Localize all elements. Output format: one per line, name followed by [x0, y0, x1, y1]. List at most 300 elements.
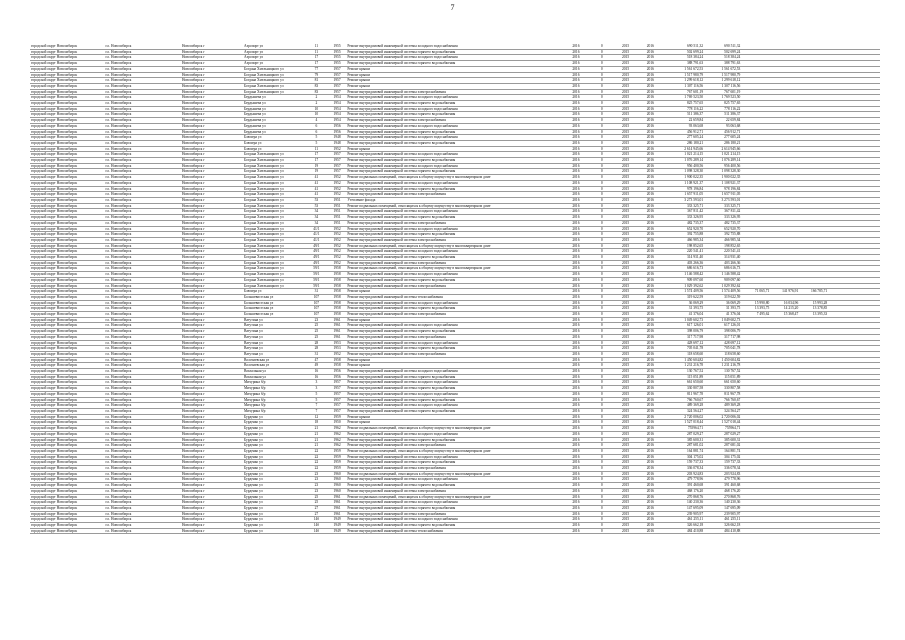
end-year-cell: 2016 [638, 112, 663, 118]
settlement-cell: г.о. Новосибирск [104, 226, 181, 232]
end-year-cell: 2016 [638, 528, 663, 534]
street-cell: Большевистская ул [243, 306, 305, 312]
work-type-cell: Ремонт крыши [346, 72, 561, 78]
house-number-cell: 21 [305, 443, 328, 449]
end-year-cell: 2016 [638, 340, 663, 346]
fund-cost-cell: 1 527 018,44 [704, 420, 741, 426]
work-type-cell: Ремонт подвальных помещений, относящихся к общему имуществу в многоквартирном доме [346, 266, 561, 272]
plan-year-cell: 2016 [561, 255, 590, 261]
municipality-cell: городской округ Новосибирск [30, 78, 104, 84]
work-type-cell: Ремонт внутридомовой инженерной системы холодного водоснабжения [346, 454, 561, 460]
work-type-cell: Ремонт внутридомовой инженерной системы электроснабжения [346, 334, 561, 340]
settlement-cell: г.о. Новосибирск [104, 505, 181, 511]
total-cost-cell: 661 650,60 [663, 380, 704, 386]
street-cell: Богдана Хмельницкого ул [243, 260, 305, 266]
work-type-cell: Ремонт внутридомовой инженерной системы горячего водоснабжения [346, 277, 561, 283]
house-number-cell: 21 [305, 431, 328, 437]
total-cost-cell: 3 273 593,01 [663, 197, 704, 203]
street-cell: Блюхера ул [243, 146, 305, 152]
street-cell: Ватутина ул [243, 329, 305, 335]
work-type-cell: Ремонт внутридомовой инженерной системы электроснабжения [346, 118, 561, 124]
zero-cell: 0 [590, 266, 613, 272]
city-cell: Новосибирск г [181, 135, 243, 141]
work-type-cell: Ремонт внутридомовой инженерной системы холодного водоснабжения [346, 431, 561, 437]
work-type-cell: Ремонт внутридомовой инженерной системы горячего водоснабжения [346, 112, 561, 118]
municipality-cell: городской округ Новосибирск [30, 95, 104, 101]
zero-cell: 0 [590, 118, 613, 124]
municipality-cell: городской округ Новосибирск [30, 283, 104, 289]
build-year-cell: 1949 [328, 523, 347, 529]
plan-year-cell: 2016 [561, 215, 590, 221]
zero-cell: 0 [590, 346, 613, 352]
plan-year-cell: 2016 [561, 397, 590, 403]
start-year-cell: 2015 [613, 466, 638, 472]
house-number-cell: 3 [305, 380, 328, 386]
work-type-cell: Ремонт внутридомовой инженерной системы электроснабжения [346, 351, 561, 357]
fund-cost-cell: 1 769 523,50 [704, 95, 741, 101]
plan-year-cell: 2016 [561, 78, 590, 84]
municipality-cell: городской округ Новосибирск [30, 249, 104, 255]
municipality-cell: городской округ Новосибирск [30, 272, 104, 278]
build-year-cell: 1962 [328, 426, 347, 432]
end-year-cell: 2016 [638, 129, 663, 135]
total-cost-cell: 319 622,59 [663, 294, 704, 300]
zero-cell: 0 [590, 209, 613, 215]
work-type-cell: Ремонт подвальных помещений, относящихся к общему имуществу в многоквартирном доме [346, 448, 561, 454]
fund-cost-cell: 130 767,52 [704, 369, 741, 375]
house-number-cell: 22 [305, 466, 328, 472]
start-year-cell: 2015 [613, 78, 638, 84]
start-year-cell: 2015 [613, 369, 638, 375]
house-number-cell: 19 [305, 163, 328, 169]
zero-cell: 0 [590, 397, 613, 403]
zero-cell: 0 [590, 437, 613, 443]
start-year-cell: 2015 [613, 477, 638, 483]
settlement-cell: г.о. Новосибирск [104, 83, 181, 89]
plan-year-cell: 2016 [561, 163, 590, 169]
city-cell: Новосибирск г [181, 101, 243, 107]
settlement-cell: г.о. Новосибирск [104, 380, 181, 386]
plan-year-cell: 2016 [561, 101, 590, 107]
start-year-cell: 2015 [613, 192, 638, 198]
end-year-cell: 2016 [638, 357, 663, 363]
start-year-cell: 2015 [613, 237, 638, 243]
total-cost-cell: 41 376,04 [663, 312, 704, 318]
settlement-cell: г.о. Новосибирск [104, 340, 181, 346]
end-year-cell: 2016 [638, 346, 663, 352]
fund-cost-cell: 909 097,60 [704, 277, 741, 283]
house-number-cell: 49/1 [305, 255, 328, 261]
fund-cost-cell: 398 006,79 [704, 329, 741, 335]
settlement-cell: г.о. Новосибирск [104, 266, 181, 272]
extra-cost-c-cell: 166 785,71 [799, 289, 828, 295]
zero-cell: 0 [590, 220, 613, 226]
zero-cell: 0 [590, 83, 613, 89]
build-year-cell: 1957 [328, 391, 347, 397]
build-year-cell: 1958 [328, 312, 347, 318]
house-number-cell: 14б [305, 517, 328, 523]
build-year-cell: 1951 [328, 209, 347, 215]
zero-cell: 0 [590, 323, 613, 329]
city-cell: Новосибирск г [181, 95, 243, 101]
street-cell: Мичурина б/р [243, 391, 305, 397]
total-cost-cell: 118 658,60 [663, 351, 704, 357]
city-cell: Новосибирск г [181, 397, 243, 403]
total-cost-cell: 1 231 216,78 [663, 363, 704, 369]
work-type-cell: Ремонт внутридомовой инженерной системы горячего водоснабжения [346, 306, 561, 312]
total-cost-cell: 277 605,24 [663, 135, 704, 141]
municipality-cell: городской округ Новосибирск [30, 483, 104, 489]
extra-cost-e-cell [857, 528, 880, 534]
settlement-cell: г.о. Новосибирск [104, 357, 181, 363]
extra-cost-d-cell [828, 528, 857, 534]
end-year-cell: 2016 [638, 317, 663, 323]
build-year-cell: 1961 [328, 500, 347, 506]
plan-year-cell: 2016 [561, 500, 590, 506]
fund-cost-cell: 1 561 672,53 [704, 66, 741, 72]
plan-year-cell: 2016 [561, 266, 590, 272]
end-year-cell: 2016 [638, 448, 663, 454]
build-year-cell: 1956 [328, 374, 347, 380]
work-type-cell: Ремонт крыши [346, 83, 561, 89]
house-number-cell: 12 [305, 414, 328, 420]
end-year-cell: 2016 [638, 118, 663, 124]
build-year-cell: 1959 [328, 466, 347, 472]
fund-cost-cell: 1 231 216,78 [704, 363, 741, 369]
zero-cell: 0 [590, 260, 613, 266]
end-year-cell: 2016 [638, 369, 663, 375]
street-cell: Богдана Хмельницкого ул [243, 186, 305, 192]
fund-cost-cell: 705 041,78 [704, 346, 741, 352]
street-cell: Богдана Хмельницкого ул [243, 72, 305, 78]
street-cell: Богдана Хмельницкого ул [243, 197, 305, 203]
total-cost-cell: 326 662,18 [663, 523, 704, 529]
start-year-cell: 2015 [613, 300, 638, 306]
street-cell: Бурденко ул [243, 471, 305, 477]
total-cost-cell: 755964,71 [663, 426, 704, 432]
settlement-cell: г.о. Новосибирск [104, 209, 181, 215]
total-cost-cell: 287 681,02 [663, 443, 704, 449]
start-year-cell: 2015 [613, 409, 638, 415]
build-year-cell: 1959 [328, 414, 347, 420]
city-cell: Новосибирск г [181, 391, 243, 397]
end-year-cell: 2016 [638, 83, 663, 89]
fund-cost-cell: 652 920,70 [704, 226, 741, 232]
fund-cost-cell: 466 985,34 [704, 237, 741, 243]
municipality-cell: городской округ Новосибирск [30, 44, 104, 49]
fund-cost-cell: 778 116,22 [704, 106, 741, 112]
start-year-cell: 2015 [613, 175, 638, 181]
total-cost-cell: 1 527 018,44 [663, 420, 704, 426]
extra-cost-a-cell: 7 495,62 [741, 312, 770, 318]
start-year-cell: 2015 [613, 277, 638, 283]
city-cell: Новосибирск г [181, 49, 243, 55]
city-cell: Новосибирск г [181, 55, 243, 61]
build-year-cell: 1952 [328, 260, 347, 266]
total-cost-cell: 1 900 022,35 [663, 175, 704, 181]
end-year-cell: 2016 [638, 123, 663, 129]
house-number-cell: 6 [305, 129, 328, 135]
start-year-cell: 2015 [613, 203, 638, 209]
settlement-cell: г.о. Новосибирск [104, 169, 181, 175]
end-year-cell: 2016 [638, 454, 663, 460]
zero-cell: 0 [590, 197, 613, 203]
zero-cell: 0 [590, 192, 613, 198]
total-cost-cell: 1 657 911,05 [663, 192, 704, 198]
total-cost-cell: 317 717,98 [663, 334, 704, 340]
build-year-cell: 1955 [328, 44, 347, 49]
municipality-cell: городской округ Новосибирск [30, 437, 104, 443]
total-cost-cell: 825 757,65 [663, 101, 704, 107]
city-cell: Новосибирск г [181, 146, 243, 152]
settlement-cell: г.о. Новосибирск [104, 369, 181, 375]
municipality-cell: городской округ Новосибирск [30, 215, 104, 221]
house-number-cell: 41 [305, 192, 328, 198]
municipality-cell: городской округ Новосибирск [30, 494, 104, 500]
start-year-cell: 2015 [613, 334, 638, 340]
zero-cell: 0 [590, 146, 613, 152]
work-type-cell: Ремонт внутридомовой инженерной системы горячего водоснабжения [346, 232, 561, 238]
plan-year-cell: 2016 [561, 426, 590, 432]
start-year-cell: 2015 [613, 209, 638, 215]
build-year-cell: 1961 [328, 323, 347, 329]
plan-year-cell: 2016 [561, 61, 590, 67]
build-year-cell: 1953 [328, 346, 347, 352]
end-year-cell: 2016 [638, 426, 663, 432]
street-cell: Бурденко ул [243, 443, 305, 449]
start-year-cell: 2015 [613, 374, 638, 380]
work-type-cell: Ремонт внутридомовой инженерной системы горячего водоснабжения [346, 386, 561, 392]
build-year-cell: 1957 [328, 78, 347, 84]
start-year-cell: 2015 [613, 460, 638, 466]
settlement-cell: г.о. Новосибирск [104, 448, 181, 454]
street-cell: Мичурина б/р [243, 409, 305, 415]
municipality-cell: городской округ Новосибирск [30, 129, 104, 135]
settlement-cell: г.о. Новосибирск [104, 158, 181, 164]
end-year-cell: 2016 [638, 72, 663, 78]
end-year-cell: 2016 [638, 306, 663, 312]
total-cost-cell: 489 369,28 [663, 403, 704, 409]
total-cost-cell: 385 600,31 [663, 437, 704, 443]
fund-cost-cell: 319 622,59 [704, 294, 741, 300]
zero-cell: 0 [590, 454, 613, 460]
house-number-cell: 59/1 [305, 277, 328, 283]
house-number-cell: 5 [305, 397, 328, 403]
zero-cell: 0 [590, 511, 613, 517]
plan-year-cell: 2016 [561, 471, 590, 477]
house-number-cell: 22 [305, 448, 328, 454]
street-cell: Мичурина б/р [243, 397, 305, 403]
street-cell: Богдана Хмельницкого ул [243, 266, 305, 272]
build-year-cell: 1952 [328, 237, 347, 243]
street-cell: Большевистская ул [243, 300, 305, 306]
extra-cost-c-cell: 13 378,85 [799, 306, 828, 312]
fund-cost-cell: 277 605,24 [704, 135, 741, 141]
work-type-cell: Ремонт внутридомовой инженерной системы электроснабжения [346, 260, 561, 266]
total-cost-cell: 978 196,84 [663, 186, 704, 192]
total-cost-cell: 811 967,78 [663, 391, 704, 397]
zero-cell: 0 [590, 374, 613, 380]
settlement-cell: г.о. Новосибирск [104, 72, 181, 78]
plan-year-cell: 2016 [561, 283, 590, 289]
municipality-cell: городской округ Новосибирск [30, 112, 104, 118]
fund-cost-cell: 115 051,89 [704, 374, 741, 380]
build-year-cell: 1956 [328, 369, 347, 375]
end-year-cell: 2016 [638, 152, 663, 158]
work-type-cell: Ремонт внутридомовой инженерной системы теплоснабжения [346, 528, 561, 534]
settlement-cell: г.о. Новосибирск [104, 49, 181, 55]
fund-cost-cell: 428 697,12 [704, 340, 741, 346]
start-year-cell: 2015 [613, 329, 638, 335]
city-cell: Новосибирск г [181, 369, 243, 375]
house-number-cell: 16 [305, 369, 328, 375]
street-cell: Ватутина ул [243, 351, 305, 357]
municipality-cell: городской округ Новосибирск [30, 517, 104, 523]
street-cell: Мичурина б/р [243, 403, 305, 409]
start-year-cell: 2015 [613, 403, 638, 409]
plan-year-cell: 2016 [561, 391, 590, 397]
city-cell: Новосибирск г [181, 523, 243, 529]
city-cell: Новосибирск г [181, 129, 243, 135]
street-cell: Богдана Хмельницкого ул [243, 175, 305, 181]
work-type-cell: Ремонт внутридомовой инженерной системы холодного водоснабжения [346, 123, 561, 129]
plan-year-cell: 2016 [561, 386, 590, 392]
municipality-cell: городской округ Новосибирск [30, 351, 104, 357]
end-year-cell: 2016 [638, 431, 663, 437]
fund-cost-cell: 1 076 289,14 [704, 158, 741, 164]
city-cell: Новосибирск г [181, 44, 243, 49]
settlement-cell: г.о. Новосибирск [104, 66, 181, 72]
plan-year-cell: 2016 [561, 72, 590, 78]
settlement-cell: г.о. Новосибирск [104, 374, 181, 380]
build-year-cell: 1961 [328, 317, 347, 323]
municipality-cell: городской округ Новосибирск [30, 511, 104, 517]
street-cell: Бердышева ул [243, 129, 305, 135]
settlement-cell: г.о. Новосибирск [104, 431, 181, 437]
fund-cost-cell: 456 912,71 [704, 129, 741, 135]
street-cell: Вокзальная ул [243, 374, 305, 380]
end-year-cell: 2016 [638, 49, 663, 55]
fund-cost-cell: 385 600,31 [704, 437, 741, 443]
zero-cell: 0 [590, 180, 613, 186]
end-year-cell: 2016 [638, 460, 663, 466]
plan-year-cell: 2016 [561, 118, 590, 124]
build-year-cell: 1958 [328, 306, 347, 312]
start-year-cell: 2015 [613, 488, 638, 494]
build-year-cell: 1958 [328, 363, 347, 369]
end-year-cell: 2016 [638, 226, 663, 232]
work-type-cell: Ремонт внутридомовой инженерной системы холодного водоснабжения [346, 209, 561, 215]
house-number-cell: 49/1 [305, 260, 328, 266]
start-year-cell: 2015 [613, 72, 638, 78]
plan-year-cell: 2016 [561, 140, 590, 146]
plan-year-cell: 2016 [561, 306, 590, 312]
municipality-cell: городской округ Новосибирск [30, 523, 104, 529]
start-year-cell: 2015 [613, 431, 638, 437]
street-cell: Богдана Хмельницкого ул [243, 255, 305, 261]
municipality-cell: городской округ Новосибирск [30, 255, 104, 261]
zero-cell: 0 [590, 232, 613, 238]
build-year-cell: 1949 [328, 517, 347, 523]
zero-cell: 0 [590, 477, 613, 483]
zero-cell: 0 [590, 283, 613, 289]
start-year-cell: 2015 [613, 391, 638, 397]
total-cost-cell: 1 307 116,56 [663, 83, 704, 89]
plan-year-cell: 2016 [561, 334, 590, 340]
city-cell: Новосибирск г [181, 386, 243, 392]
total-cost-cell: 1 108 921,37 [663, 180, 704, 186]
start-year-cell: 2015 [613, 123, 638, 129]
fund-cost-cell: 755964,71 [704, 426, 741, 432]
street-cell: Волочаевская ул [243, 363, 305, 369]
street-cell: Бурденко ул [243, 483, 305, 489]
city-cell: Новосибирск г [181, 294, 243, 300]
total-cost-cell: 1 574 409,56 [663, 289, 704, 295]
plan-year-cell: 2016 [561, 317, 590, 323]
total-cost-cell: 198 852,65 [663, 243, 704, 249]
city-cell: Новосибирск г [181, 380, 243, 386]
plan-year-cell: 2016 [561, 226, 590, 232]
settlement-cell: г.о. Новосибирск [104, 391, 181, 397]
fund-cost-cell: 518 384,24 [704, 55, 741, 61]
end-year-cell: 2016 [638, 163, 663, 169]
build-year-cell: 1955 [328, 49, 347, 55]
city-cell: Новосибирск г [181, 123, 243, 129]
work-type-cell: Ремонт внутридомовой инженерной системы электроснабжения [346, 283, 561, 289]
city-cell: Новосибирск г [181, 437, 243, 443]
municipality-cell: городской округ Новосибирск [30, 369, 104, 375]
municipality-cell: городской округ Новосибирск [30, 403, 104, 409]
end-year-cell: 2016 [638, 289, 663, 295]
municipality-cell: городской округ Новосибирск [30, 420, 104, 426]
total-cost-cell: 388 791,63 [663, 61, 704, 67]
municipality-cell: городской округ Новосибирск [30, 146, 104, 152]
total-cost-cell: 115 051,89 [663, 374, 704, 380]
fund-cost-cell: 403 266,36 [704, 260, 741, 266]
total-cost-cell: 203 924,83 [663, 471, 704, 477]
zero-cell: 0 [590, 334, 613, 340]
zero-cell: 0 [590, 386, 613, 392]
total-cost-cell: 1 146 588,42 [663, 272, 704, 278]
start-year-cell: 2015 [613, 317, 638, 323]
work-type-cell: Ремонт внутридомовой инженерной системы холодного водоснабжения [346, 403, 561, 409]
total-cost-cell: 239 905,97 [663, 511, 704, 517]
city-cell: Новосибирск г [181, 272, 243, 278]
house-number-cell: 23 [305, 471, 328, 477]
city-cell: Новосибирск г [181, 374, 243, 380]
house-number-cell: 31 [305, 289, 328, 295]
work-type-cell: Ремонт крыши [346, 66, 561, 72]
plan-year-cell: 2016 [561, 180, 590, 186]
fund-cost-cell: 36 069,29 [704, 300, 741, 306]
start-year-cell: 2015 [613, 386, 638, 392]
settlement-cell: г.о. Новосибирск [104, 89, 181, 95]
start-year-cell: 2015 [613, 414, 638, 420]
settlement-cell: г.о. Новосибирск [104, 386, 181, 392]
work-type-cell: Ремонт внутридомовой инженерной системы холодного водоснабжения [346, 180, 561, 186]
house-number-cell: 34 [305, 220, 328, 226]
city-cell: Новосибирск г [181, 500, 243, 506]
fund-cost-cell: 392 755,88 [704, 232, 741, 238]
work-type-cell: Ремонт внутридомовой инженерной системы холодного водоснабжения [346, 391, 561, 397]
end-year-cell: 2016 [638, 89, 663, 95]
start-year-cell: 2015 [613, 129, 638, 135]
plan-year-cell: 2016 [561, 443, 590, 449]
municipality-cell: городской округ Новосибирск [30, 500, 104, 506]
total-cost-cell: 333 326,95 [663, 215, 704, 221]
end-year-cell: 2016 [638, 488, 663, 494]
house-number-cell: 5 [305, 391, 328, 397]
